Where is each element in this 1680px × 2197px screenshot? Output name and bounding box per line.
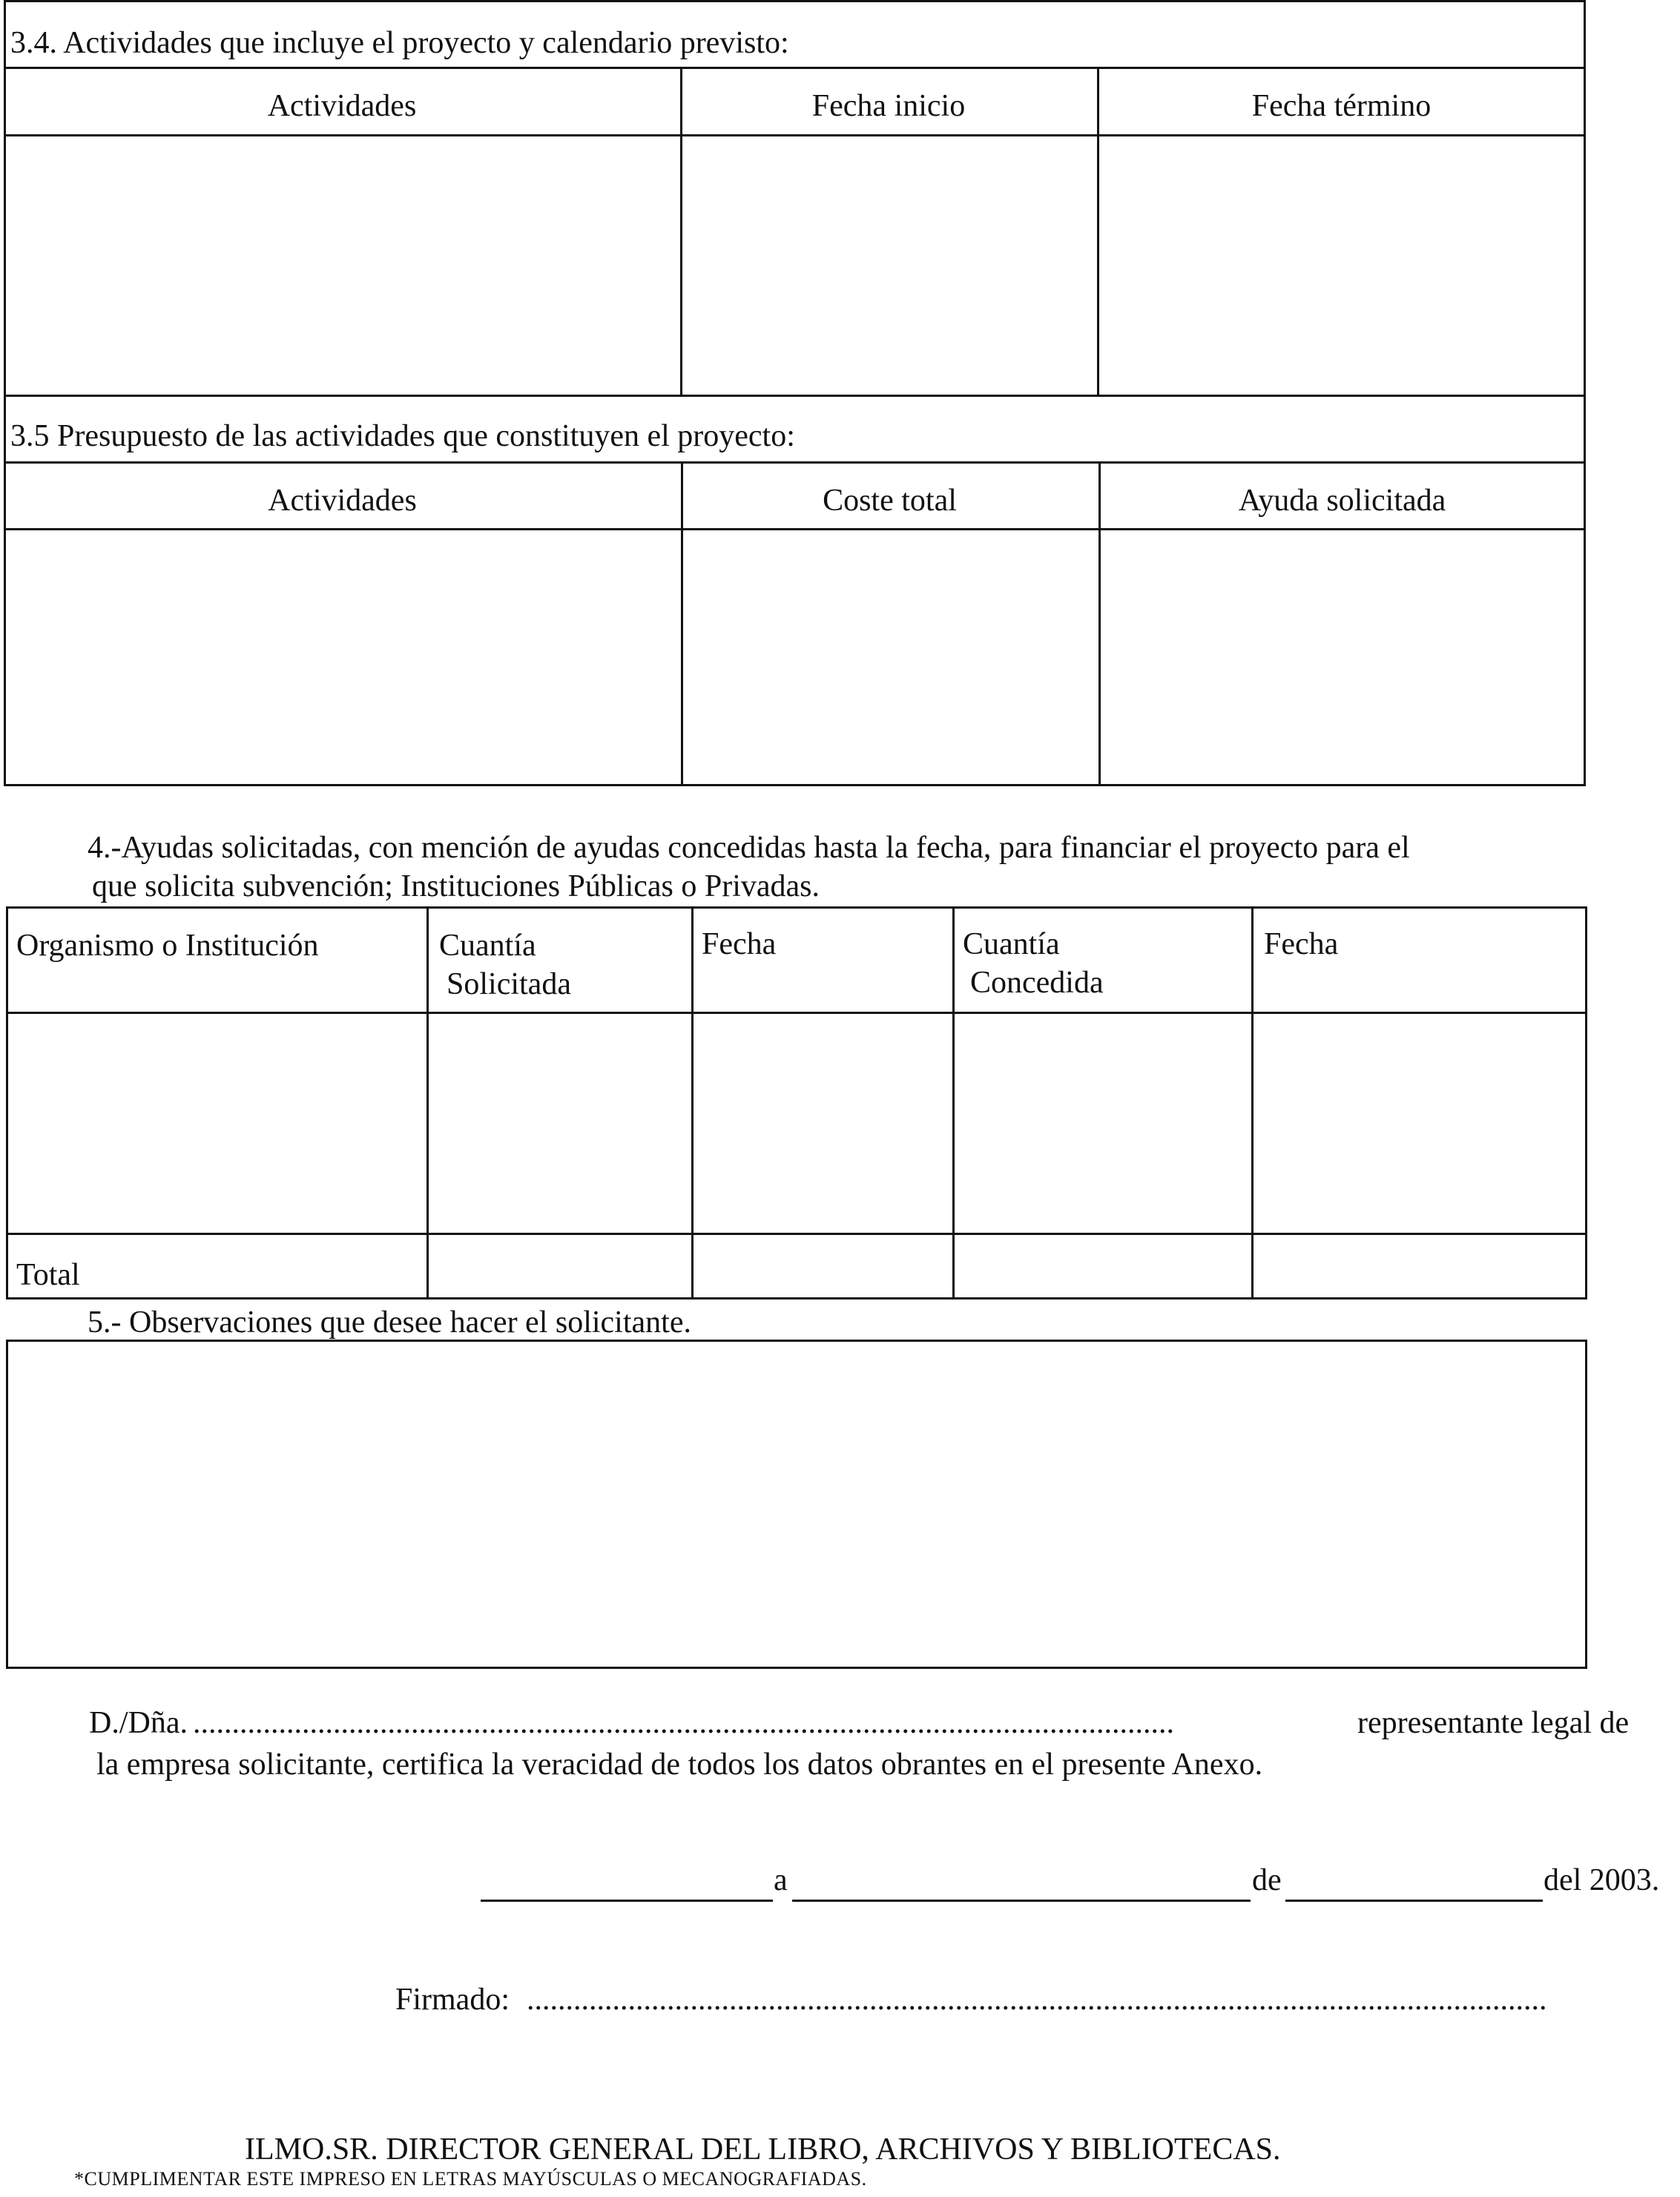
divider <box>4 67 1586 69</box>
certification-suffix: representante legal de <box>1357 1706 1630 1740</box>
fecha-termino-field[interactable] <box>1099 136 1584 395</box>
section-3-4-title: 3.4. Actividades que incluye el proyecto y calendario previsto: <box>10 26 789 60</box>
column-header-cuantia-solicitada-line1: Cuantía <box>439 929 536 963</box>
column-header-actividades: Actividades <box>268 484 417 518</box>
section-3-5-title: 3.5 Presupuesto de las actividades que constituyen el proyecto: <box>10 419 795 453</box>
actividades-field[interactable] <box>6 136 678 395</box>
column-header-cuantia-solicitada-line2: Solicitada <box>447 967 571 1001</box>
cuantia-concedida-field[interactable] <box>955 1014 1249 1231</box>
total-fecha-solicitud-field[interactable] <box>694 1235 950 1297</box>
actividades-budget-field[interactable] <box>6 530 679 784</box>
column-header-organismo: Organismo o Institución <box>16 929 319 963</box>
footnote: *CUMPLIMENTAR ESTE IMPRESO EN LETRAS MAYÚSCULAS O MECANOGRAFIADAS. <box>74 2168 867 2190</box>
addressee: ILMO.SR. DIRECTOR GENERAL DEL LIBRO, ARCHIVOS Y BIBLIOTECAS. <box>245 2132 1281 2167</box>
column-header-ayuda-solicitada: Ayuda solicitada <box>1238 484 1446 518</box>
certification-statement: la empresa solicitante, certifica la veracidad de todos los datos obrantes en el presente Anexo. <box>96 1748 1263 1782</box>
section-5-title: 5.- Observaciones que desee hacer el solicitante. <box>88 1305 691 1340</box>
cuantia-solicitada-field[interactable] <box>429 1014 689 1231</box>
column-header-fecha: Fecha <box>702 927 777 961</box>
total-fecha-concesion-field[interactable] <box>1254 1235 1585 1297</box>
ayuda-solicitada-field[interactable] <box>1101 530 1584 784</box>
column-header-cuantia-concedida-line1: Cuantía <box>963 927 1060 961</box>
organismo-field[interactable] <box>8 1014 424 1231</box>
signature-label: Firmado: <box>395 1983 510 2017</box>
fecha-inicio-field[interactable] <box>682 136 1095 395</box>
date-a-label: a <box>774 1863 788 1897</box>
section-4-title-line2: que solicita subvención; Instituciones Públicas o Privadas. <box>92 869 820 903</box>
column-header-fecha-termino: Fecha término <box>1251 89 1432 123</box>
month-field[interactable] <box>1285 1900 1543 1902</box>
place-field[interactable] <box>481 1900 773 1902</box>
coste-total-field[interactable] <box>683 530 1096 784</box>
fecha-solicitud-field[interactable] <box>694 1014 950 1231</box>
fecha-concesion-field[interactable] <box>1254 1014 1585 1231</box>
day-field[interactable] <box>792 1900 1251 1902</box>
signature-field[interactable]: ................................................................................................................................... <box>527 1983 1547 2017</box>
column-header-actividades: Actividades <box>267 89 417 123</box>
certification-prefix: D./Dña. <box>89 1706 188 1740</box>
column-header-coste-total: Coste total <box>823 484 957 518</box>
column-header-fecha-inicio: Fecha inicio <box>811 89 966 123</box>
observaciones-field[interactable] <box>6 1340 1587 1669</box>
total-cuantia-solicitada-field[interactable] <box>429 1235 689 1297</box>
date-de-label: de <box>1252 1863 1282 1897</box>
date-year-label: del 2003. <box>1544 1863 1660 1897</box>
representative-name-field[interactable]: .............................................................................................................................. <box>193 1706 1174 1740</box>
total-cuantia-concedida-field[interactable] <box>955 1235 1249 1297</box>
divider <box>4 461 1586 464</box>
total-label: Total <box>16 1258 80 1292</box>
column-header-fecha-2: Fecha <box>1264 927 1339 961</box>
column-header-cuantia-concedida-line2: Concedida <box>970 966 1104 1000</box>
section-4-title-line1: 4.-Ayudas solicitadas, con mención de ayudas concedidas hasta la fecha, para financiar el proyecto para el <box>88 831 1410 865</box>
